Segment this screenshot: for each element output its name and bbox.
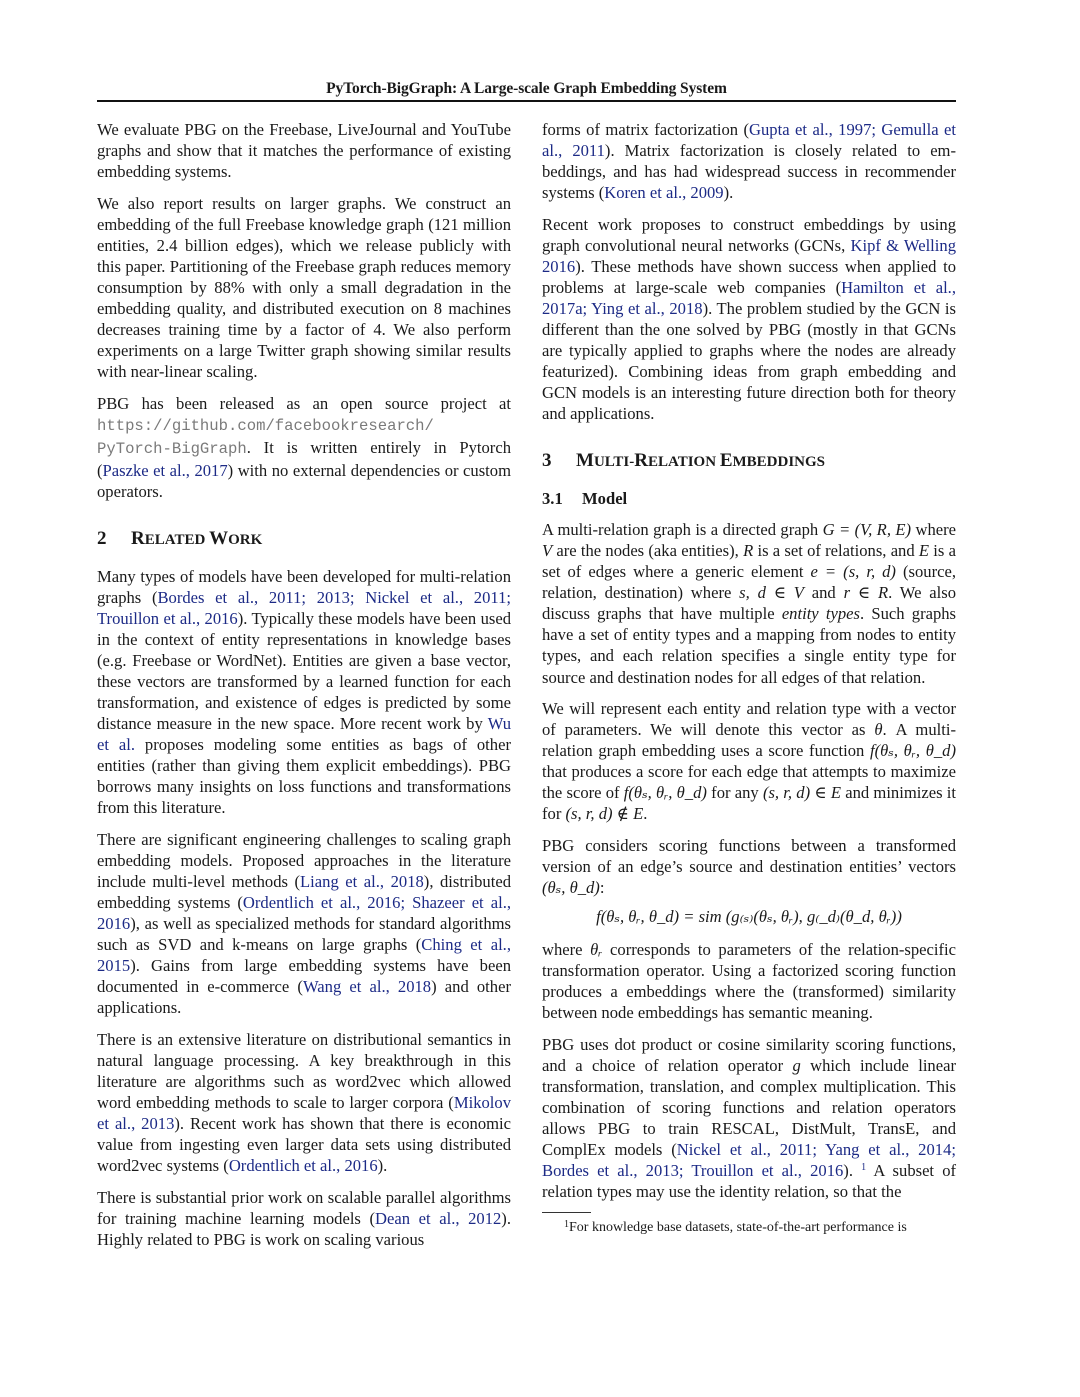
citation-link[interactable]: Mikolov et al., 2013	[97, 1092, 511, 1133]
footnote: $^1$For knowledge base datasets, state-of-the-art performance is	[564, 1219, 907, 1236]
equation-score-function: f(θₛ, θᵣ, θ_d) = sim (g₍ₛ₎(θₛ, θᵣ), g₍_d₎(θ_d, θᵣ))	[596, 907, 902, 926]
paragraph: where θᵣ corresponds to parameters of the relation-specific transformation operator. Using a factorized scoring function produces a embeddings where the (transformed) similarity between node embeddings has semantic meaning.	[542, 940, 956, 1023]
paragraph: A multi-relation graph is a directed graph G = (V, R, E) where V are the nodes (aka entities), R is a set of relations, and E is a set of edges where a generic element e = (s, r, d) (source, relation, destination) where s, d ∈ V and r ∈ R. We also discuss graphs that have multiple entity types. Such graphs have a set of entity types and a mapping from nodes to entity types, and each relation specifies a single entity type for source and destination nodes for all edges of that relation.	[542, 520, 957, 687]
paragraph: There is an extensive literature on distributional semantics in natural language processing. A key breakthrough in this literature are algorithms such as word2vec which allowed word embedding methods to scale to larger corpora (Mikolov et al., 2013). Recent work has shown that there is economic value from ingesting even larger data sets using distributed word2vec systems (Ordentlich et al., 2016).	[97, 1029, 512, 1176]
paragraph: We evaluate PBG on the Freebase, LiveJournal and YouTube graphs and show that it matches the performance of existing embedding systems.	[97, 120, 511, 182]
section-heading-multi-relation-embeddings: 3 MULTI-RELATION EMBEDDINGS	[542, 450, 826, 472]
paragraph: Many types of models have been developed for multi-relation graphs (Bordes et al., 2011; 2013; Nickel et al., 2011; Trouillon et al., 2016). Typically these models have been used in the context of entity representations in knowledge bases (e.g. Freebase or WordNet). Entities are given a base vector, these vectors are transformed by a learned function for each transformation, and existence of edges is predicted by some distance measure in the new space. More recent work by Wu et al. proposes modeling some entities as bags of other entities (rather than giving them explicit embeddings). PBG borrows many insights on loss functions and transformations from this literature.	[97, 566, 511, 818]
citation-link[interactable]: Gupta et al., 1997; Gemulla et al., 2011	[542, 120, 956, 161]
footnote-rule	[542, 1212, 591, 1213]
header-rule	[97, 100, 956, 102]
github-url-link[interactable]: https://github.com/facebookresearch/ PyTorch-BigGraph	[97, 416, 434, 458]
section-number: 3	[542, 450, 552, 472]
paragraph: We also report results on larger graphs. We construct an embedding of the full Freebase knowledge graph (121 million entities, 2.4 billion edges), which we release publicly with this paper. Partitioning of the Freebase graph reduces memory consumption by 88% with only a small degradation in the embedding quality, and distributed execution on 8 machines decreases training time by a factor of 4. We also perform experiments on a large Twitter graph showing similar results with near-linear scaling.	[97, 193, 511, 382]
left-column	[97, 119, 511, 1260]
citation-link[interactable]: Wu et al.	[97, 714, 511, 755]
citation-link[interactable]: Bordes et al., 2011; 2013; Nickel et al., 2011; Trouillon et al., 2016	[97, 587, 511, 628]
section-number: 2	[97, 527, 107, 549]
paragraph: Recent work proposes to construct embeddings by using graph convolutional neural networks (GCNs, Kipf & Welling 2016). These methods have shown success when applied to problems at large-scale web companies (Hamilton et al., 2017a; Ying et al., 2018). The problem studied by the GCN is different than the one solved by PBG (mostly in that GCNs are typically applied to graphs where the nodes are already featurized). Combining ideas from graph embedding and GCN models is an interesting future direction both for theory and applications.	[542, 214, 957, 424]
paragraph: We will represent each entity and relation type with a vector of parameters. We will denote this vector as θ. A multi-relation graph embedding uses a score function f(θₛ, θᵣ, θ_d) that produces a score for each edge that attempts to maximize the score of f(θₛ, θᵣ, θ_d) for any (s, r, d) ∈ E and minimizes it for (s, r, d) ∉ E.	[542, 699, 956, 824]
citation-link[interactable]: Ordentlich et al., 2016	[228, 1156, 378, 1176]
citation-link[interactable]: Koren et al., 2009	[604, 183, 724, 203]
subsection-heading-model: 3.1 Model	[542, 489, 628, 509]
citation-link[interactable]: Dean et al., 2012	[375, 1208, 502, 1228]
citation-link[interactable]: Hamilton et al., 2017a; Ying et al., 2018	[542, 277, 956, 318]
footnote-marker-link[interactable]: 1	[861, 1162, 867, 1174]
right-column	[542, 119, 956, 1236]
citation-link[interactable]: Ordentlich et al., 2016; Shazeer et al., 2016	[97, 893, 511, 934]
citation-link[interactable]: Liang et al., 2018	[300, 871, 424, 891]
paragraph: PBG considers scoring functions between a transformed version of an edge’s source and destination entities’ vectors (θₛ, θ_d):	[542, 835, 956, 897]
citation-link[interactable]: Wang et al., 2018	[302, 977, 432, 997]
math-inline: G = (V, R, E)	[822, 520, 912, 540]
citation-link[interactable]: Kipf & Welling 2016	[542, 235, 957, 276]
citation-link[interactable]: Paszke et al., 2017	[102, 460, 228, 480]
paragraph: There is substantial prior work on scalable parallel algorithms for training machine learning models (Dean et al., 2012). Highly related to PBG is work on scaling various	[97, 1187, 511, 1249]
running-header: PyTorch-BigGraph: A Large-scale Graph Embedding System	[326, 80, 727, 97]
paragraph: PBG has been released as an open source project at https://github.com/facebookresearch/ PyTorch-BigGraph. It is written entirely in Pytorch (Paszke et al., 2017) with no external dependencies or custom operators.	[97, 393, 511, 501]
paragraph: PBG uses dot product or cosine similarity scoring functions, and a choice of relation operator g which include linear transformation, translation, and complex multiplication. This combination of scoring functions and relation operators allows PBG to train RESCAL, DistMult, TransE, and ComplEx models (Nickel et al., 2011; Yang et al., 2014; Bordes et al., 2013; Trouillon et al., 2016). $^1$ A subset of relation types may use the identity relation, so that the	[542, 1034, 957, 1202]
paragraph: There are significant engineering challenges to scaling graph embedding models. Proposed approaches in the literature include multi-level methods (Liang et al., 2018), distributed embedding systems (Ordentlich et al., 2016; Shazeer et al., 2016), as well as specialized methods for standard algorithms such as SVD and k-means on large graphs (Ching et al., 2015). Gains from large embedding systems have been documented in e-commerce (Wang et al., 2018) and other applications.	[97, 829, 511, 1018]
section-heading-related-work: 2 RELATED WORK	[97, 527, 263, 549]
paragraph: forms of matrix factorization (Gupta et al., 1997; Gemulla et al., 2011). Matrix factorization is closely related to embeddings, and has had widespread success in recommender systems (Koren et al., 2009).	[542, 120, 957, 203]
citation-link[interactable]: Nickel et al., 2011; Yang et al., 2014; Bordes et al., 2013; Trouillon et al., 2016	[542, 1139, 956, 1181]
citation-link[interactable]: Ching et al., 2015	[97, 935, 511, 976]
